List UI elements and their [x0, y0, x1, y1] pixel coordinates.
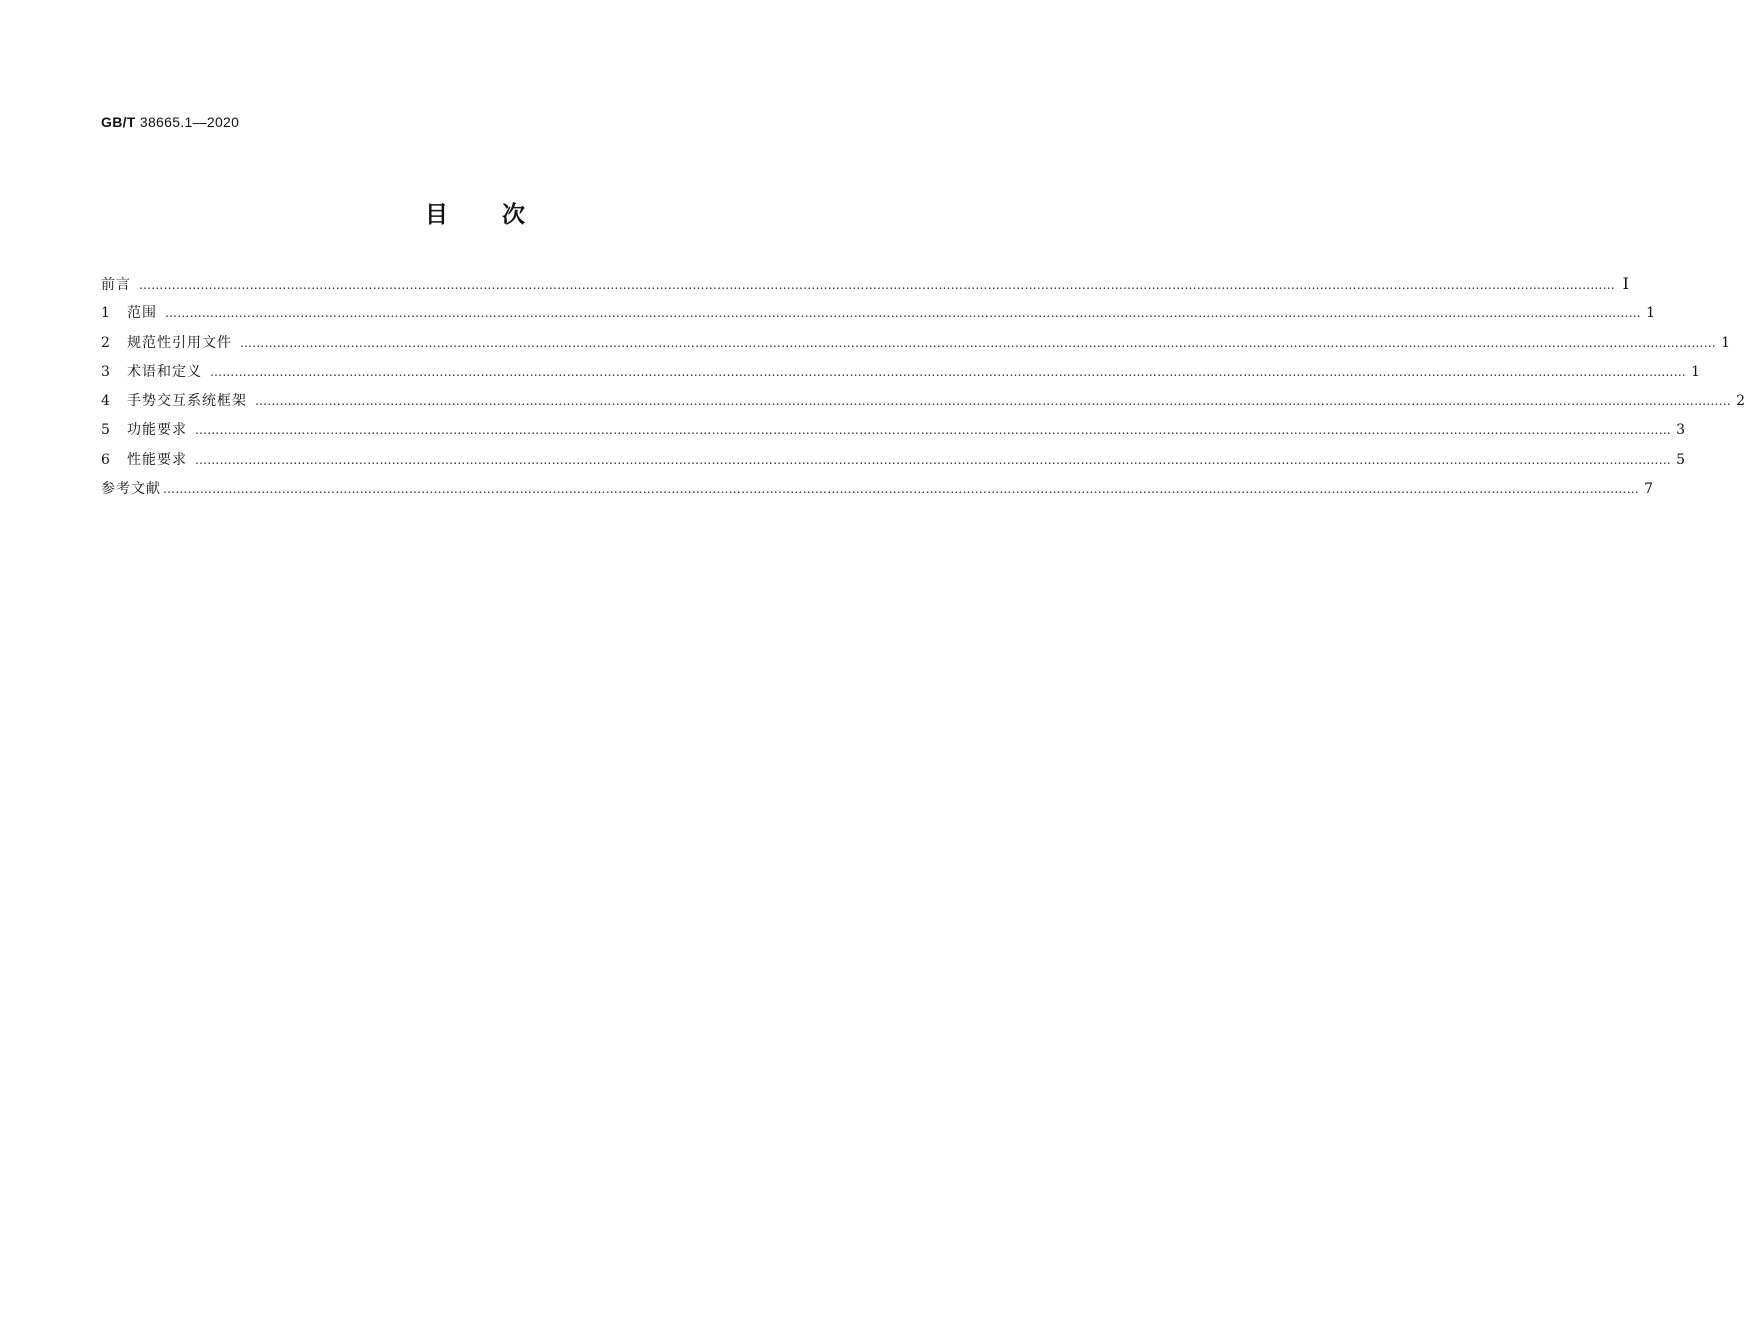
- toc-entry-number: 6: [101, 451, 110, 468]
- toc-entry-normative-references[interactable]: [101, 332, 1730, 361]
- toc-entry-label: 功能要求: [127, 422, 187, 439]
- toc-entry-label: 范围: [127, 305, 157, 322]
- toc-title-char-2: 次: [502, 202, 525, 228]
- toc-leader-dots: ………………………………………………………………………………………………………………………………………………………………………………………………………………………………………………………………………………………………………………………………: [210, 364, 1686, 379]
- standard-code: [101, 114, 239, 130]
- toc-leader-dots: ………………………………………………………………………………………………………………………………………………………………………………………………………………………………………………………………………………………………………………………………: [255, 394, 1731, 409]
- toc-entry-page: 5: [1676, 451, 1685, 468]
- toc-entry-number: 3: [101, 363, 110, 380]
- toc-entry-page: 1: [1721, 334, 1730, 351]
- toc-entry-terms-and-definitions[interactable]: [101, 361, 1700, 390]
- toc-leader-dots: ………………………………………………………………………………………………………………………………………………………………………………………………………………………………………………………………………………………………………………………………: [195, 452, 1671, 467]
- toc-entry-number: 2: [101, 334, 110, 351]
- toc-entry-number: 5: [101, 422, 110, 439]
- toc-leader-dots: ………………………………………………………………………………………………………………………………………………………………………………………………………………………………………………………………………………………………………………………………: [139, 278, 1615, 292]
- toc-leader-dots: ………………………………………………………………………………………………………………………………………………………………………………………………………………………………………………………………………………………………………………………………: [165, 306, 1641, 321]
- toc-entry-performance-requirements[interactable]: [101, 449, 1685, 478]
- toc-entry-page: 1: [1691, 363, 1700, 380]
- toc-entry-page: 7: [1644, 481, 1653, 498]
- toc-entry-foreword[interactable]: [101, 273, 1629, 302]
- toc-entry-label: 前言: [101, 277, 131, 293]
- standard-prefix: GB/T: [101, 114, 136, 130]
- toc-title: [0, 196, 950, 229]
- toc-entry-page: Ⅰ: [1622, 274, 1629, 293]
- toc-entry-scope[interactable]: [101, 302, 1655, 331]
- toc-entry-page: 1: [1646, 305, 1655, 322]
- toc-title-char-1: 目: [425, 202, 448, 228]
- toc-entry-bibliography[interactable]: [101, 478, 1653, 507]
- toc-entry-label: 术语和定义: [127, 363, 202, 380]
- toc-entry-gesture-framework[interactable]: [101, 390, 1745, 419]
- toc-entry-number: 4: [101, 393, 110, 410]
- toc-leader-dots: ………………………………………………………………………………………………………………………………………………………………………………………………………………………………………………………………………………………………………………………………: [240, 335, 1716, 350]
- toc-entry-label: 手势交互系统框架: [127, 393, 247, 410]
- toc-entry-label: 参考文献: [101, 481, 161, 498]
- toc-leader-dots: ………………………………………………………………………………………………………………………………………………………………………………………………………………………………………………………………………………………………………………………………: [163, 482, 1639, 497]
- toc-entry-functional-requirements[interactable]: [101, 419, 1685, 448]
- toc-entry-page: 3: [1676, 422, 1685, 439]
- standard-number: 38665.1—2020: [139, 114, 240, 130]
- toc-leader-dots: ………………………………………………………………………………………………………………………………………………………………………………………………………………………………………………………………………………………………………………………………: [195, 423, 1671, 438]
- toc-entry-page: 2: [1736, 393, 1745, 410]
- toc-entry-number: 1: [101, 305, 110, 322]
- table-of-contents: [101, 273, 1745, 507]
- toc-entry-label: 性能要求: [127, 451, 187, 468]
- toc-entry-label: 规范性引用文件: [127, 334, 232, 351]
